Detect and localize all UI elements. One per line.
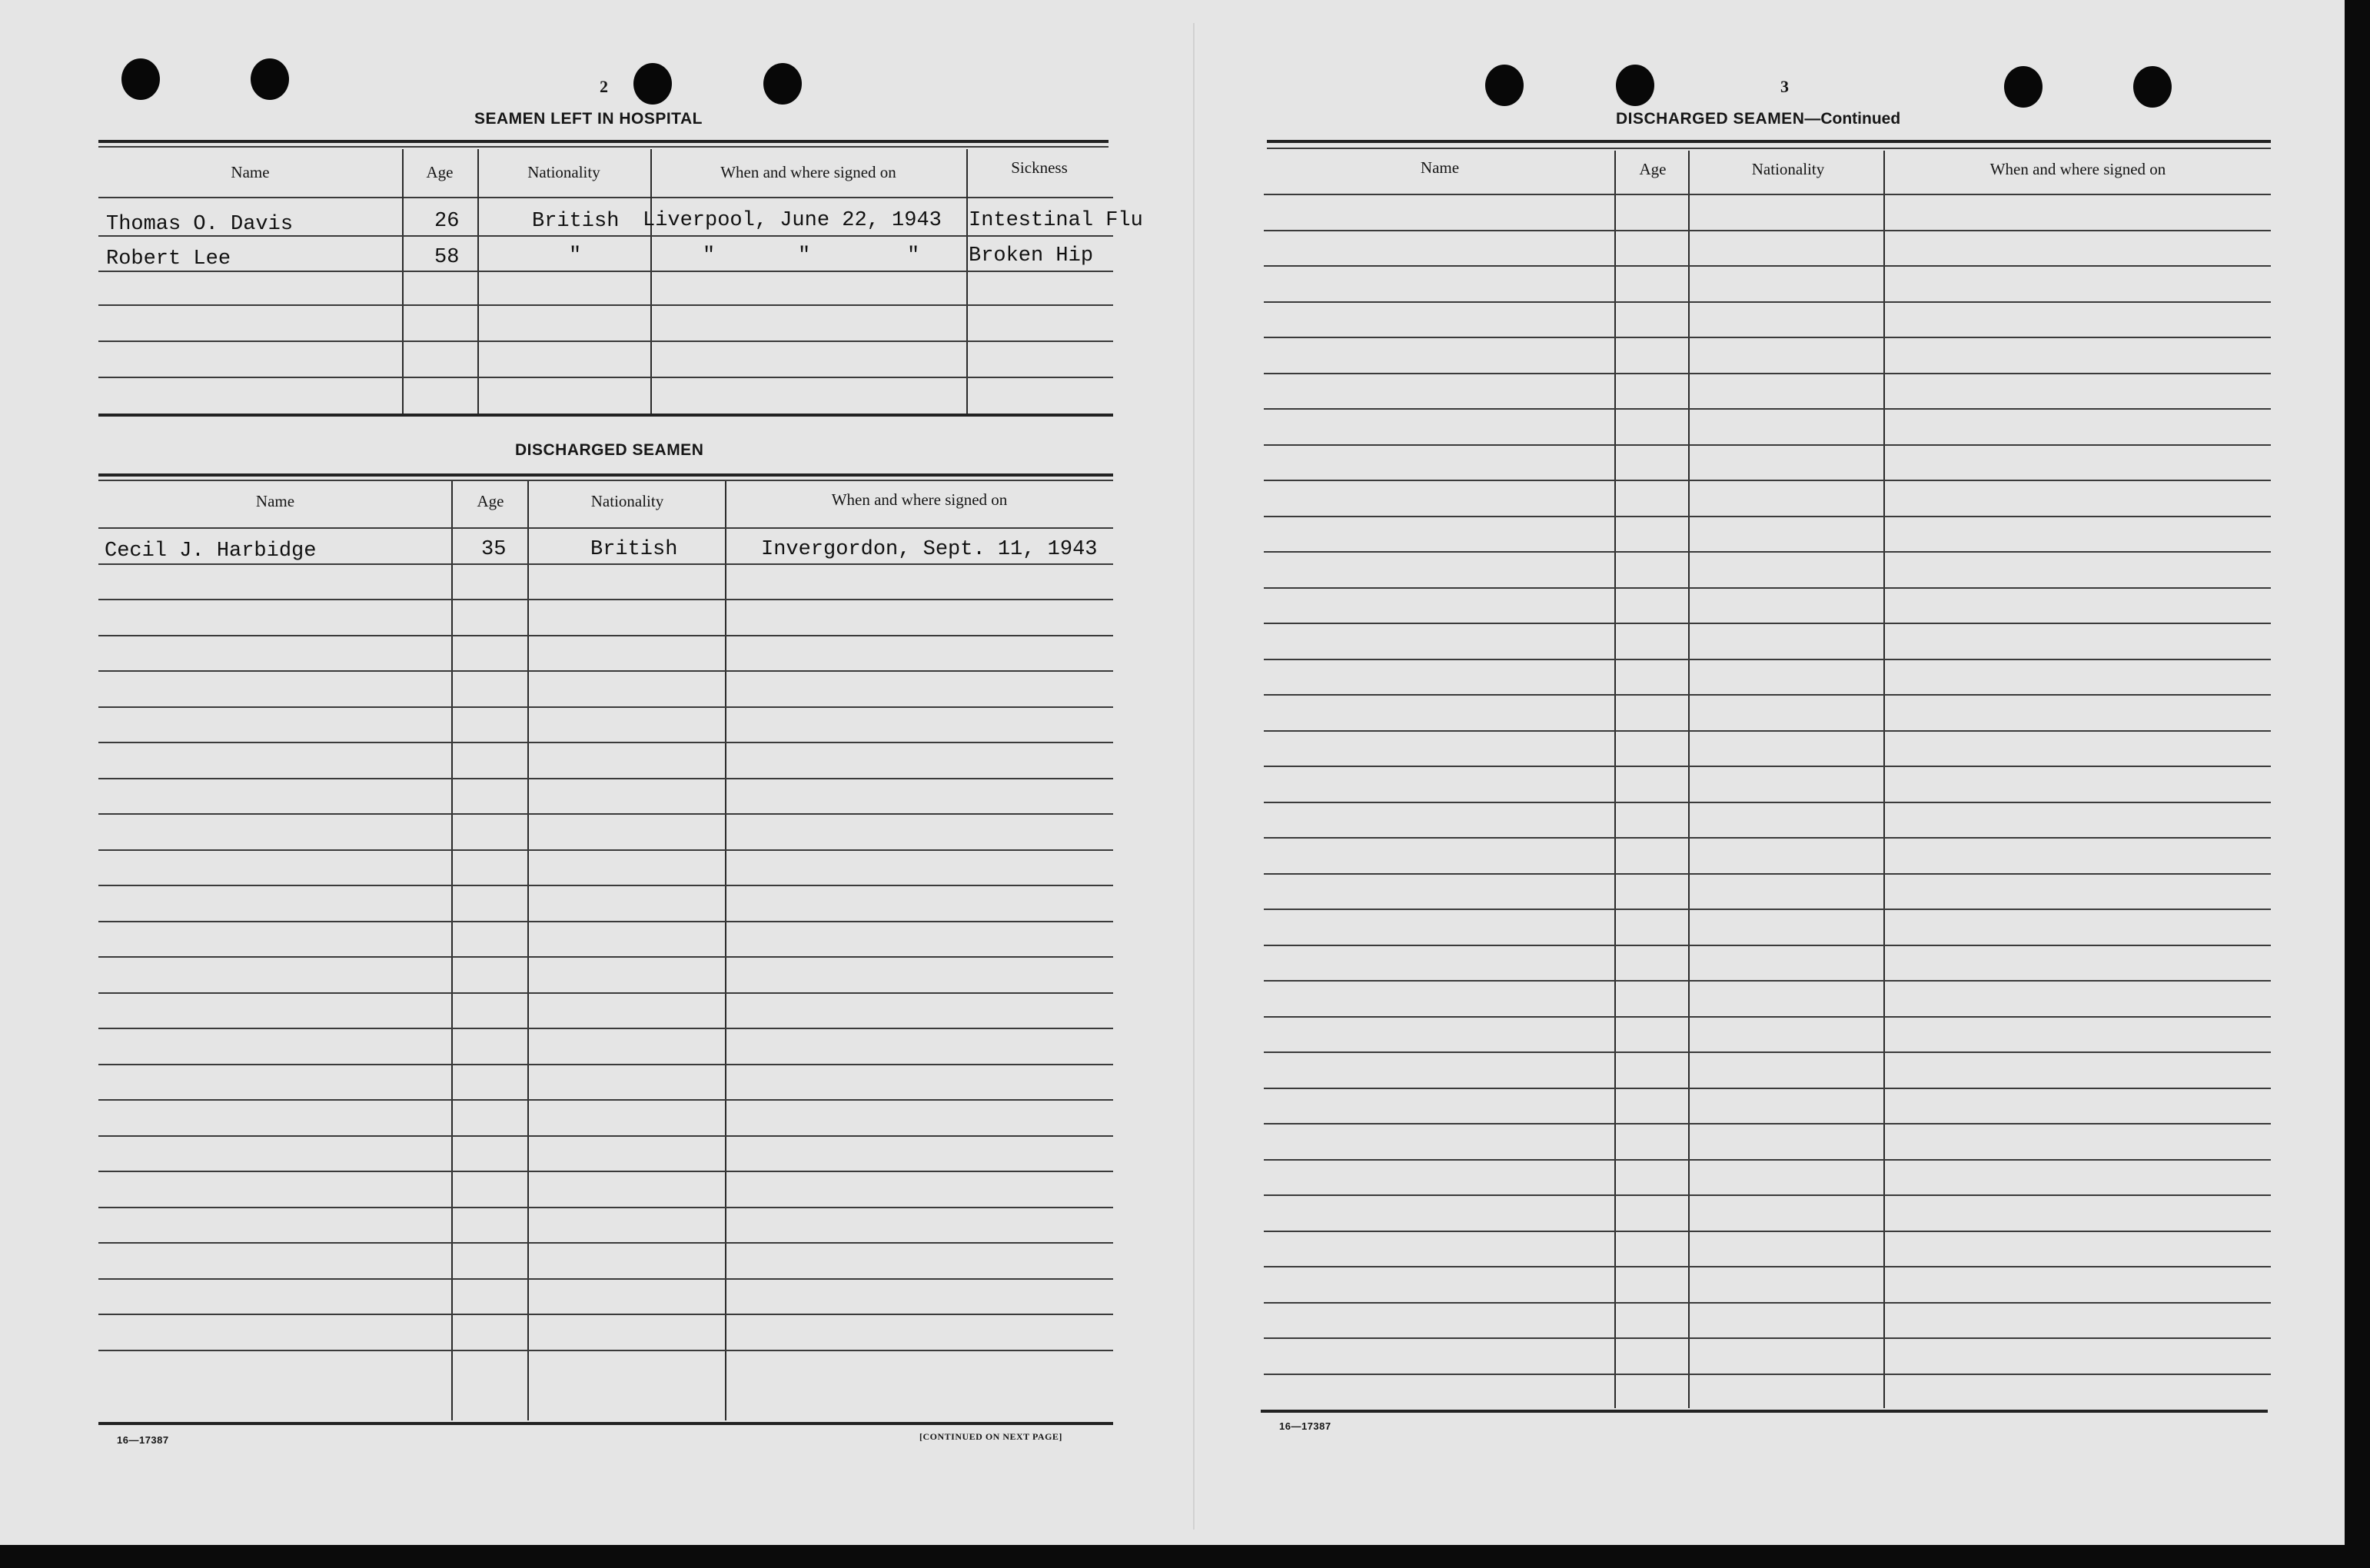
right-col-divider (1688, 151, 1690, 1408)
row-rule (1264, 1374, 2271, 1375)
row-rule (1264, 516, 2271, 517)
row-rule (98, 1028, 1113, 1029)
row-rule (1264, 694, 2271, 696)
row-rule (98, 706, 1113, 708)
discharged-table-top-rule (98, 473, 1113, 477)
hospital-row-rule (98, 271, 1113, 272)
ditto-mark: " (798, 244, 811, 267)
row-rule (98, 599, 1113, 600)
row-rule (98, 1135, 1113, 1137)
row-rule (98, 849, 1113, 851)
right-col-divider (1883, 151, 1885, 1408)
discharged-section-title: DISCHARGED SEAMEN (515, 441, 704, 459)
hospital-nationality-cell: British (532, 210, 620, 233)
discharged-col-signed-on: When and where signed on (831, 490, 1008, 509)
row-rule (98, 1350, 1113, 1351)
row-rule (1264, 802, 2271, 803)
row-rule (1264, 301, 2271, 303)
row-rule (1264, 1088, 2271, 1089)
discharged-nationality-cell: British (590, 538, 678, 561)
hospital-name-cell: Thomas O. Davis (106, 213, 294, 236)
row-rule (1264, 1194, 2271, 1196)
row-rule (1264, 265, 2271, 267)
row-rule (98, 885, 1113, 886)
row-rule (1264, 1266, 2271, 1267)
hospital-table-top-rule (98, 140, 1109, 143)
left-page-bottom-rule (98, 1422, 1113, 1425)
hospital-section-title: SEAMEN LEFT IN HOSPITAL (474, 110, 703, 128)
right-page-bottom-rule (1261, 1410, 2268, 1413)
discharged-col-age: Age (477, 492, 504, 510)
row-rule (1264, 444, 2271, 446)
right-col-divider (1614, 151, 1616, 1408)
row-rule (1264, 587, 2271, 589)
row-rule (1264, 1016, 2271, 1018)
hospital-row-rule (98, 377, 1113, 378)
row-rule (1264, 909, 2271, 910)
row-rule (98, 778, 1113, 779)
row-rule (98, 1278, 1113, 1280)
row-rule (1264, 230, 2271, 231)
row-rule (98, 635, 1113, 636)
right-section-title-main: DISCHARGED SEAMEN (1616, 110, 1805, 128)
row-rule (98, 1242, 1113, 1244)
hospital-sickness-cell: Broken Hip (969, 244, 1094, 267)
right-col-nationality: Nationality (1751, 160, 1825, 178)
row-rule (1264, 408, 2271, 410)
hospital-table-top-rule-2 (98, 146, 1109, 148)
punch-hole (1485, 65, 1524, 106)
row-rule (1264, 1302, 2271, 1304)
row-rule (98, 1207, 1113, 1208)
row-rule (1264, 730, 2271, 732)
row-rule (1264, 194, 2271, 195)
ditto-mark: " (703, 244, 716, 267)
ditto-mark: " (569, 244, 582, 267)
hospital-col-divider (402, 149, 404, 415)
row-rule (1264, 551, 2271, 553)
hospital-col-signed-on: When and where signed on (720, 163, 896, 181)
hospital-col-divider (650, 149, 652, 415)
page-fold (1193, 23, 1196, 1530)
row-rule (98, 956, 1113, 958)
scan-edge (2345, 0, 2370, 1568)
discharged-age-cell: 35 (481, 538, 507, 561)
punch-hole (763, 63, 802, 105)
punch-hole (121, 58, 160, 100)
discharged-name-cell: Cecil J. Harbidge (105, 540, 317, 563)
row-rule (1264, 1337, 2271, 1339)
row-rule (1264, 1051, 2271, 1053)
row-rule (1264, 766, 2271, 767)
row-rule (1264, 1159, 2271, 1161)
hospital-col-name: Name (231, 163, 270, 181)
hospital-header-rule (98, 197, 1113, 198)
right-table-top-rule (1267, 140, 2271, 143)
row-rule (98, 992, 1113, 994)
hospital-name-cell: Robert Lee (106, 247, 231, 271)
row-rule (98, 1064, 1113, 1065)
right-col-signed-on: When and where signed on (1989, 160, 2166, 178)
punch-hole (2133, 66, 2172, 108)
row-rule (98, 1099, 1113, 1101)
row-rule (1264, 1231, 2271, 1232)
hospital-age-cell: 26 (434, 210, 460, 233)
row-rule (98, 563, 1113, 565)
row-rule (1264, 623, 2271, 624)
punch-hole (1616, 65, 1654, 106)
right-section-title (1616, 110, 1900, 128)
hospital-row-rule (98, 341, 1113, 342)
row-rule (1264, 945, 2271, 946)
page-number-right: 3 (1780, 77, 1789, 96)
punch-hole (633, 63, 672, 105)
continued-note: [CONTINUED ON NEXT PAGE] (919, 1431, 1062, 1442)
discharged-col-name: Name (255, 492, 295, 510)
right-col-name: Name (1420, 158, 1460, 177)
row-rule (98, 742, 1113, 743)
hospital-col-divider (966, 149, 968, 415)
hospital-signed-on-cell: Liverpool, June 22, 1943 (643, 209, 942, 232)
row-rule (1264, 980, 2271, 982)
hospital-sickness-cell: Intestinal Flu (969, 209, 1143, 232)
hospital-row-rule (98, 304, 1113, 306)
form-number-left: 16—17387 (117, 1434, 169, 1446)
hospital-col-sickness: Sickness (1011, 158, 1068, 177)
row-rule (98, 921, 1113, 922)
right-table-top-rule-2 (1267, 148, 2271, 149)
row-rule (1264, 1123, 2271, 1125)
discharged-table-top-rule-2 (98, 480, 1113, 481)
hospital-table-bottom-rule (98, 414, 1113, 417)
punch-hole (251, 58, 289, 100)
row-rule (98, 670, 1113, 672)
hospital-age-cell: 58 (434, 246, 460, 269)
hospital-col-divider (477, 149, 479, 415)
row-rule (98, 527, 1113, 529)
row-rule (98, 1171, 1113, 1172)
row-rule (1264, 373, 2271, 374)
row-rule (1264, 480, 2271, 481)
row-rule (1264, 337, 2271, 338)
row-rule (98, 1314, 1113, 1315)
row-rule (98, 813, 1113, 815)
right-col-age: Age (1639, 160, 1667, 178)
row-rule (1264, 659, 2271, 660)
right-section-title-suffix: —Continued (1804, 110, 1901, 128)
discharged-col-nationality: Nationality (590, 492, 664, 510)
row-rule (1264, 873, 2271, 875)
form-number-right: 16—17387 (1279, 1420, 1331, 1432)
punch-hole (2004, 66, 2043, 108)
row-rule (1264, 837, 2271, 839)
page-number-left: 2 (600, 77, 608, 96)
hospital-col-nationality: Nationality (527, 163, 600, 181)
hospital-col-age: Age (426, 163, 454, 181)
discharged-signed-on-cell: Invergordon, Sept. 11, 1943 (761, 538, 1098, 561)
ditto-mark: " (907, 244, 920, 267)
